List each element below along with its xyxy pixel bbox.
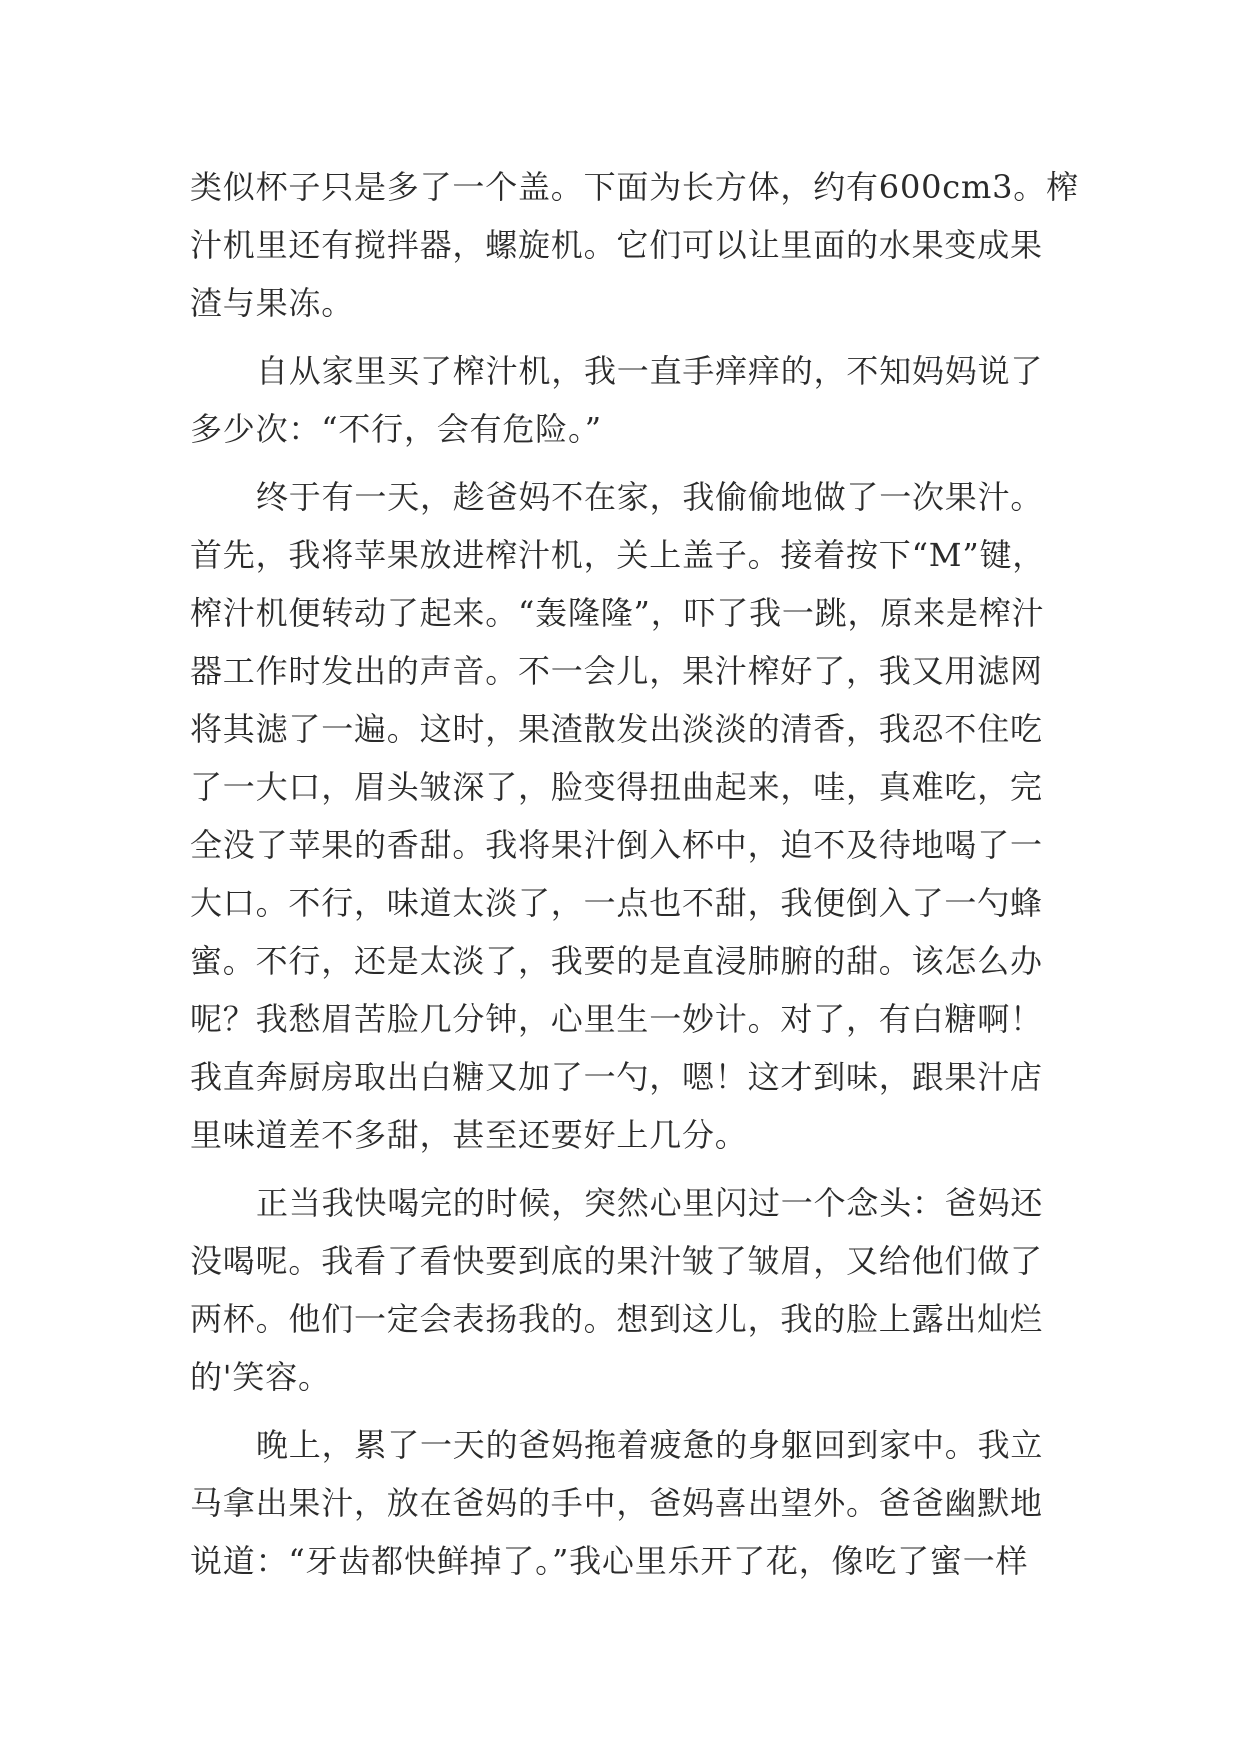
text-line: 晚上，累了一天的爸妈拖着疲惫的身躯回到家中。我立	[256, 1426, 1044, 1464]
paragraph-juicer-description	[190, 158, 1079, 332]
text-line: 自从家里买了榨汁机，我一直手痒痒的，不知妈妈说了	[256, 352, 1044, 390]
text-line: 渣与果冻。	[190, 284, 355, 322]
text-line: 汁机里还有搅拌器，螺旋机。它们可以让里面的水果变成果	[190, 226, 1043, 264]
text-line: 多少次：“不行，会有危险。”	[190, 410, 602, 448]
text-line: 将其滤了一遍。这时，果渣散发出淡淡的清香，我忍不住吃	[190, 710, 1043, 748]
text-line: 的'笑容。	[190, 1358, 331, 1396]
text-line: 器工作时发出的声音。不一会儿，果汁榨好了，我又用滤网	[190, 652, 1043, 690]
text-line: 里味道差不多甜，甚至还要好上几分。	[190, 1116, 748, 1154]
text-line: 全没了苹果的香甜。我将果汁倒入杯中，迫不及待地喝了一	[190, 826, 1043, 864]
document-body	[190, 158, 1079, 1590]
text-line: 大口。不行，味道太淡了，一点也不甜，我便倒入了一勺蜂	[190, 884, 1043, 922]
text-line: 呢？我愁眉苦脸几分钟，心里生一妙计。对了，有白糖啊！	[190, 1000, 1043, 1038]
text-line: 首先，我将苹果放进榨汁机，关上盖子。接着按下“M”键，	[190, 536, 1046, 574]
text-line: 了一大口，眉头皱深了，脸变得扭曲起来，哇，真难吃，完	[190, 768, 1043, 806]
text-line: 我直奔厨房取出白糖又加了一勺，嗯！这才到味，跟果汁店	[190, 1058, 1043, 1096]
text-line: 类似杯子只是多了一个盖。下面为长方体，约有600cm3。榨	[190, 168, 1079, 206]
paragraph-parents-not-drunk	[190, 1174, 1070, 1406]
text-line: 没喝呢。我看了看快要到底的果汁皱了皱眉，又给他们做了	[190, 1242, 1043, 1280]
text-line: 蜜。不行，还是太淡了，我要的是直浸肺腑的甜。该怎么办	[190, 942, 1043, 980]
text-line: 马拿出果汁，放在爸妈的手中，爸妈喜出望外。爸爸幽默地	[190, 1484, 1043, 1522]
paragraph-itchy-hands	[190, 342, 1070, 458]
text-line: 说道：“牙齿都快鲜掉了。”我心里乐开了花，像吃了蜜一样	[190, 1542, 1029, 1580]
text-line: 榨汁机便转动了起来。“轰隆隆”，吓了我一跳，原来是榨汁	[190, 594, 1045, 632]
text-line: 终于有一天，趁爸妈不在家，我偷偷地做了一次果汁。	[256, 478, 1044, 516]
paragraph-making-juice	[190, 468, 1070, 1164]
paragraph-evening	[190, 1416, 1070, 1590]
text-line: 两杯。他们一定会表扬我的。想到这儿，我的脸上露出灿烂	[190, 1300, 1043, 1338]
text-line: 正当我快喝完的时候，突然心里闪过一个念头：爸妈还	[256, 1184, 1044, 1222]
